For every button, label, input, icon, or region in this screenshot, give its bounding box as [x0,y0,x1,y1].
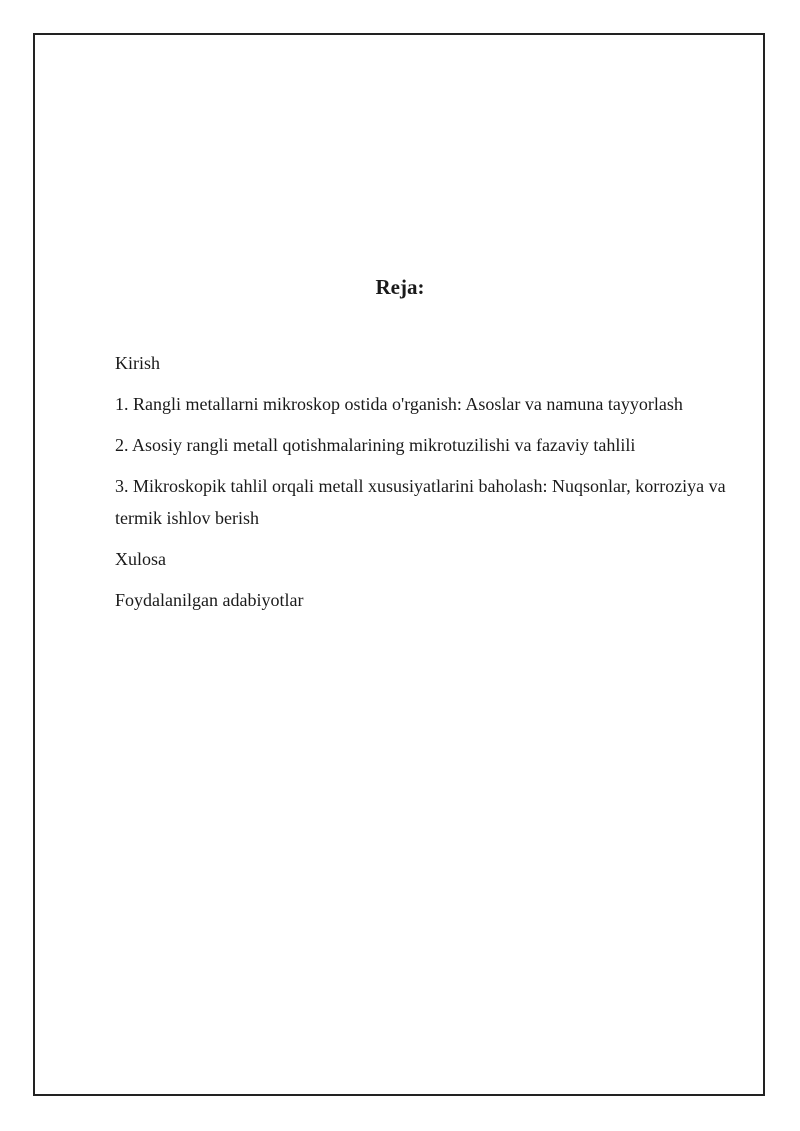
toc-item-introduction: Kirish [115,353,160,373]
toc-item-references: Foydalanilgan adabiyotlar [115,590,304,610]
page-title: Reja: [375,275,425,299]
toc-item-chapter-1: 1. Rangli metallarni mikroskop ostida o'rganish: Asoslar va namuna tayyorlash [115,394,683,414]
toc-item-chapter-2: 2. Asosiy rangli metall qotishmalarining mikrotuzilishi va fazaviy tahlili [115,435,636,455]
toc-item-conclusion: Xulosa [115,549,166,569]
table-of-contents [115,347,740,625]
toc-item-chapter-3: 3. Mikroskopik tahlil orqali metall xususiyatlarini baholash: Nuqsonlar, korroziya va termik ishlov berish [115,476,726,528]
